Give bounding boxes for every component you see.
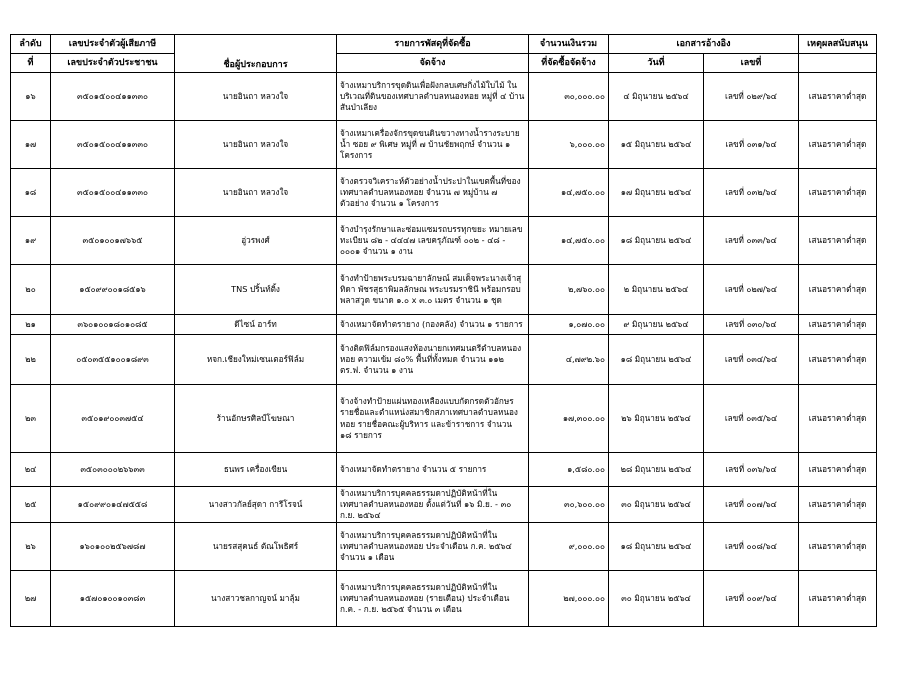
row-number: ๒๖ [11,523,51,571]
amount: ๙,๐๐๐.๐๐ [529,523,609,571]
table-row [11,335,877,385]
vendor-name: หจก.เชียงใหม่เซนเตอร์ฟิล์ม [175,335,337,385]
item-description: จ้างเหมาเครื่องจักรขุดขนดินขวางทางน้ำรางระบายน้ำ ซอย ๙ พิเศษ หมู่ที่ ๗ บ้านชัยพฤกษ์ จำนวน ๑ โครงการ [337,121,529,169]
header-no: ลำดับ [11,35,51,54]
vendor-name: TNS ปริ้นท์ติ้ง [175,265,337,315]
header-row-1 [11,35,877,54]
ref-date: ๑๘ มิถุนายน ๒๕๖๔ [609,523,704,571]
header-reason-2 [799,54,877,73]
ref-number: เลขที่ ๐๓๒/๖๔ [704,169,799,217]
reason: เสนอราคาต่ำสุด [799,169,877,217]
ref-number: เลขที่ ๐๓๔/๖๔ [704,335,799,385]
header-date: วันที่ [609,54,704,73]
table-row [11,169,877,217]
header-taxid: เลขประจำตัวผู้เสียภาษี [51,35,175,54]
header-ref: เอกสารอ้างอิง [609,35,799,54]
table-row [11,121,877,169]
amount: ๑,๕๘๐.๐๐ [529,453,609,487]
vendor-name: นายอินถา หลวงใจ [175,169,337,217]
row-number: ๒๐ [11,265,51,315]
vendor-name: ร้านอักษรศิลป์โฆษณา [175,385,337,453]
amount: ๒๗,๐๐๐.๐๐ [529,571,609,627]
ref-date: ๒ มิถุนายน ๒๕๖๔ [609,265,704,315]
table-row [11,315,877,335]
tax-id: ๓๕๐๑๐๐๑๗๖๖๕ [51,217,175,265]
tax-id: ๓๕๐๑๕๐๐๔๑๑๓๓๐ [51,169,175,217]
table-row [11,487,877,523]
amount: ๓๐,๐๐๐.๐๐ [529,73,609,121]
item-description: จ้างเหมาบริการขุดดินเพื่อฝังกลบเศษกิ่งไม้ใบไม้ ในบริเวณที่ดินของเทศบาลตำบลหนองหอย หมู่ที่ ๔ บ้านสันป่าเลียง [337,73,529,121]
row-number: ๒๕ [11,487,51,523]
ref-number: เลขที่ ๐๓๐/๖๔ [704,315,799,335]
item-description: จ้างเหมาบริการบุคคลธรรมดาปฏิบัติหน้าที่ในเทศบาลตำบลหนองหอย ตั้งแต่วันที่ ๑๖ มิ.ย. - ๓๐ ก.ย. ๒๕๖๔ [337,487,529,523]
amount: ๖,๐๐๐.๐๐ [529,121,609,169]
reason: เสนอราคาต่ำสุด [799,335,877,385]
reason: เสนอราคาต่ำสุด [799,453,877,487]
amount: ๑๔,๗๕๐.๐๐ [529,217,609,265]
ref-date: ๔ มิถุนายน ๒๕๖๔ [609,73,704,121]
amount: ๓๐,๖๐๐.๐๐ [529,487,609,523]
ref-number: เลขที่ ๐๓๓/๖๔ [704,217,799,265]
row-number: ๑๗ [11,121,51,169]
tax-id: ๓๕๐๑๙๐๐๓๗๕๔ [51,385,175,453]
tax-id: ๓๕๐๓๐๐๐๒๖๖๓๓ [51,453,175,487]
amount: ๒,๗๖๐.๐๐ [529,265,609,315]
ref-date: ๑๘ มิถุนายน ๒๕๖๔ [609,335,704,385]
ref-date: ๑๗ มิถุนายน ๒๕๖๔ [609,169,704,217]
tax-id: ๓๕๐๑๕๐๐๔๑๑๓๓๐ [51,121,175,169]
table-row [11,385,877,453]
table-row [11,523,877,571]
vendor-name: นายอินถา หลวงใจ [175,121,337,169]
amount: ๑๗,๓๐๐.๐๐ [529,385,609,453]
item-description: จ้างเหมาบริการบุคคลธรรมดาปฏิบัติหน้าที่ในเทศบาลตำบลหนองหอย (รายเดือน) ประจำเดือน ก.ค. - ก.ย. ๒๕๖๕ จำนวน ๓ เดือน [337,571,529,627]
reason: เสนอราคาต่ำสุด [799,571,877,627]
ref-number: เลขที่ ๐๒๙/๖๔ [704,73,799,121]
item-description: จ้างตรวจวิเคราะห์ตัวอย่างน้ำประปาในเขตพื้นที่ของเทศบาลตำบลหนองหอย จำนวน ๗ หมู่บ้าน ๗ ตัวอย่าง จำนวน ๑ โครงการ [337,169,529,217]
header-amount-2: ที่จัดซื้อจัดจ้าง [529,54,609,73]
row-number: ๒๓ [11,385,51,453]
reason: เสนอราคาต่ำสุด [799,487,877,523]
tax-id: ๓๕๐๑๕๐๐๔๑๑๓๓๐ [51,73,175,121]
procurement-table [10,34,877,627]
item-description: จ้างทำป้ายพระบรมฉายาลักษณ์ สมเด็จพระนางเจ้าสุทิดา พัชรสุธาพิมลลักษณ พระบรมราชินี พร้อมกรอบพลาสวูด ขนาด ๑.๐ x ๓.๐ เมตร จำนวน ๑ ชุด [337,265,529,315]
row-number: ๑๙ [11,217,51,265]
reason: เสนอราคาต่ำสุด [799,523,877,571]
ref-number: เลขที่ ๐๓๑/๖๔ [704,121,799,169]
item-description: จ้างบำรุงรักษาและซ่อมแซมรถบรรทุกขยะ หมายเลขทะเบียน ๘๒ - ๔๔๔๗ เลขครุภัณฑ์ ๐๐๒ - ๔๘ - ๐๐๐๑ จำนวน ๑ งาน [337,217,529,265]
ref-number: เลขที่ ๐๒๗/๖๔ [704,265,799,315]
vendor-name: นางสาวชลกาญจน์ มาลุ้ม [175,571,337,627]
ref-date: ๓๐ มิถุนายน ๒๕๖๔ [609,571,704,627]
ref-date: ๑๘ มิถุนายน ๒๕๖๔ [609,217,704,265]
vendor-name: ดีไซน์ อาร์ท [175,315,337,335]
vendor-name: นายรสสุคนธ์ ตัณโพธิศร์ [175,523,337,571]
ref-number: เลขที่ ๐๐๘/๖๔ [704,523,799,571]
ref-number: เลขที่ ๐๐๙/๖๔ [704,571,799,627]
header-vendor: ชื่อผู้ประกอบการ [175,35,337,73]
item-description: จ้างติดฟิล์มกรองแสงห้องนายกเทศมนตรีตำบลหนองหอย ความเข้ม ๘๐% พื้นที่ทั้งหมด จำนวน ๑๑๒ ตร.ฟ. จำนวน ๑ งาน [337,335,529,385]
vendor-name: ธนพร เครื่องเขียน [175,453,337,487]
table-row [11,73,877,121]
reason: เสนอราคาต่ำสุด [799,265,877,315]
amount: ๔,๗๙๒.๖๐ [529,335,609,385]
reason: เสนอราคาต่ำสุด [799,217,877,265]
ref-date: ๑๕ มิถุนายน ๒๕๖๔ [609,121,704,169]
header-no-2: ที่ [11,54,51,73]
row-number: ๑๖ [11,73,51,121]
reason: เสนอราคาต่ำสุด [799,121,877,169]
reason: เสนอราคาต่ำสุด [799,73,877,121]
ref-number: เลขที่ ๐๓๖/๖๔ [704,453,799,487]
row-number: ๒๒ [11,335,51,385]
item-description: จ้างจ้างทำป้ายแผ่นทองเหลืองแบบกัดกรดตัวอักษรรายชื่อและตำแหน่งสมาชิกสภาเทศบาลตำบลหนองหอย รายชื่อคณะผู้บริหาร และข้าราชการ จำนวน ๑๘ รายการ [337,385,529,453]
vendor-name: นายอินถา หลวงใจ [175,73,337,121]
item-description: จ้างเหมาจัดทำตรายาง (กองคลัง) จำนวน ๑ รายการ [337,315,529,335]
row-number: ๒๗ [11,571,51,627]
table-row [11,217,877,265]
vendor-name: อู่วรพงศ์ [175,217,337,265]
header-item-2: จัดจ้าง [337,54,529,73]
table-row [11,453,877,487]
tax-id: ๐๕๐๓๕๕๑๐๐๑๘๙๓ [51,335,175,385]
header-row-2 [11,54,877,73]
header-reason: เหตุผลสนับสนุน [799,35,877,54]
header-refno: เลขที่ [704,54,799,73]
header-taxid-2: เลขประจำตัวประชาชน [51,54,175,73]
ref-date: ๒๘ มิถุนายน ๒๕๖๔ [609,453,704,487]
ref-number: เลขที่ ๐๓๕/๖๔ [704,385,799,453]
reason: เสนอราคาต่ำสุด [799,385,877,453]
amount: ๑,๐๗๐.๐๐ [529,315,609,335]
ref-date: ๓๐ มิถุนายน ๒๕๖๔ [609,487,704,523]
item-description: จ้างเหมาจัดทำตรายาง จำนวน ๕ รายการ [337,453,529,487]
tax-id: ๑๕๐๙๙๐๑๔๗๕๕๘ [51,487,175,523]
table-row [11,265,877,315]
ref-number: เลขที่ ๐๐๗/๖๔ [704,487,799,523]
tax-id: ๑๖๐๑๐๐๒๕๖๗๘๗ [51,523,175,571]
table-row [11,571,877,627]
reason: เสนอราคาต่ำสุด [799,315,877,335]
header-item: รายการพัสดุที่จัดซื้อ [337,35,529,54]
tax-id: ๓๖๐๑๐๐๑๘๐๑๐๘๕ [51,315,175,335]
ref-date: ๒๖ มิถุนายน ๒๕๖๔ [609,385,704,453]
header-amount: จำนวนเงินรวม [529,35,609,54]
row-number: ๒๑ [11,315,51,335]
tax-id: ๑๕๐๙๙๐๐๑๘๕๑๖ [51,265,175,315]
ref-date: ๙ มิถุนายน ๒๕๖๔ [609,315,704,335]
row-number: ๒๔ [11,453,51,487]
tax-id: ๑๕๗๐๑๐๐๑๐๓๘๓ [51,571,175,627]
item-description: จ้างเหมาบริการบุคคลธรรมดาปฏิบัติหน้าที่ในเทศบาลตำบลหนองหอย ประจำเดือน ก.ค. ๒๕๖๔ จำนวน ๑ เดือน [337,523,529,571]
vendor-name: นางสาวกัลย์สุดา การีโรจน์ [175,487,337,523]
row-number: ๑๘ [11,169,51,217]
amount: ๑๔,๗๕๐.๐๐ [529,169,609,217]
